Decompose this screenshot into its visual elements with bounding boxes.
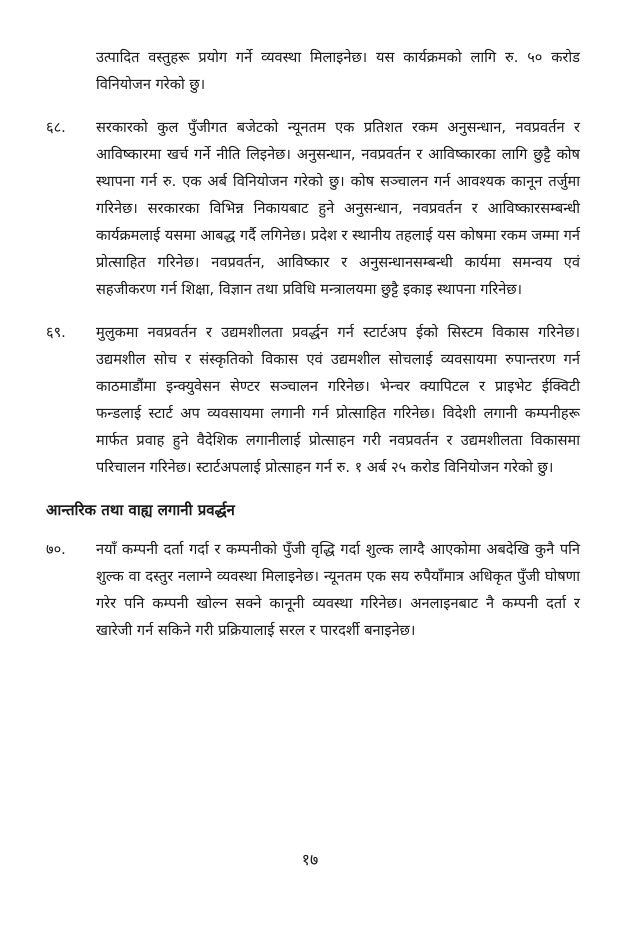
paragraph-68 bbox=[46, 114, 580, 303]
paragraph-70 bbox=[46, 536, 580, 644]
section-heading: आन्तरिक तथा वाह्य लगानी प्रवर्द्धन bbox=[46, 501, 235, 519]
paragraph-text: मुलुकमा नवप्रवर्तन र उद्यमशीलता प्रवर्द्धन गर्न स्टार्टअप ईको सिस्टम विकास गरिनेछ। उद्यमशील सोच र संस्कृतिको विकास एवं उद्यमशील सोचलाई व्यवसायमा रुपान्तरण गर्न काठमाडौंमा इन्क्युवेसन सेण्टर सञ्चालन गरिनेछ। भेन्चर क्यापिटल र प्राइभेट ईक्विटी फन्डलाई स्टार्ट अप व्यवसायमा लगानी गर्न प्रोत्साहित गरिनेछ। विदेशी लगानी कम्पनीहरू मार्फत प्रवाह हुने वैदेशिक लगानीलाई प्रोत्साहन गरी नवप्रवर्तन र उद्यमशीलता विकासमा परिचालन गरिनेछ। स्टार्टअपलाई प्रोत्साहन गर्न रु. १ अर्ब २५ करोड विनियोजन गरेको छु। bbox=[96, 324, 580, 476]
paragraph-number: ६९. bbox=[46, 324, 66, 341]
continuation-paragraph: उत्पादित वस्तुहरू प्रयोग गर्ने व्यवस्था मिलाइनेछ। यस कार्यक्रमको लागि रु. ५० करोड विनियोजन गरेको छु। bbox=[96, 49, 580, 93]
paragraph-text: नयाँ कम्पनी दर्ता गर्दा र कम्पनीको पुँजी वृद्धि गर्दा शुल्क लाग्दै आएकोमा अबदेखि कुनै पनि शुल्क वा दस्तुर नलाग्ने व्यवस्था मिलाइनेछ। न्यूनतम एक सय रुपैयाँमात्र अधिकृत पुँजी घोषणा गरेर पनि कम्पनी खोल्न सक्ने कानूनी व्यवस्था गरिनेछ। अनलाइनबाट नै कम्पनी दर्ता र खारेजी गर्न सकिने गरी प्रक्रियालाई सरल र पारदर्शी बनाइनेछ। bbox=[96, 541, 580, 639]
paragraph-69 bbox=[46, 319, 580, 481]
paragraph-number: ६८. bbox=[46, 119, 66, 136]
page-number: १७ bbox=[301, 850, 319, 869]
paragraph-text: सरकारको कुल पुँजीगत बजेटको न्यूनतम एक प्रतिशत रकम अनुसन्धान, नवप्रवर्तन र आविष्कारमा खर्च गर्ने नीति लिइनेछ। अनुसन्धान, नवप्रवर्तन र आविष्कारका लागि छुट्टै कोष स्थापना गर्न रु. एक अर्ब विनियोजन गरेको छु। कोष सञ्चालन गर्न आवश्यक कानून तर्जुमा गरिनेछ। सरकारका विभिन्न निकायबाट हुने अनुसन्धान, नवप्रवर्तन र आविष्कारसम्बन्धी कार्यक्रमलाई यसमा आबद्ध गर्दै लगिनेछ। प्रदेश र स्थानीय तहलाई यस कोषमा रकम जम्मा गर्न प्रोत्साहित गरिनेछ। नवप्रवर्तन, आविष्कार र अनुसन्धानसम्बन्धी कार्यमा समन्वय एवं सहजीकरण गर्न शिक्षा, विज्ञान तथा प्रविधि मन्त्रालयमा छुट्टै इकाइ स्थापना गरिनेछ। bbox=[96, 119, 580, 298]
paragraph-number: ७०. bbox=[46, 541, 66, 558]
